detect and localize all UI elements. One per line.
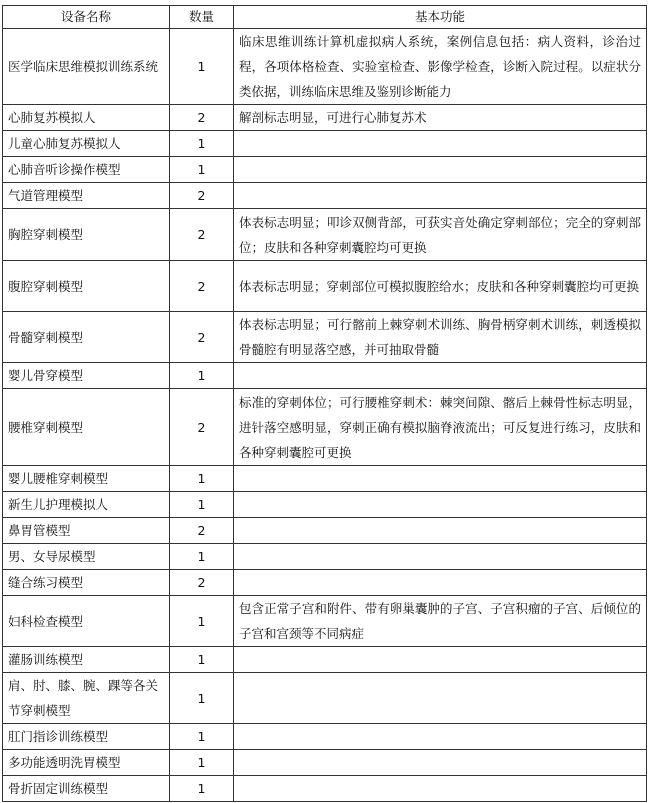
equipment-table [2,5,647,802]
row-name: 肛门指诊训练模型 [3,724,170,750]
table-row [3,544,647,570]
row-func [234,157,647,183]
row-qty: 1 [170,131,234,157]
row-func [234,518,647,544]
table-row [3,673,647,724]
table-row [3,647,647,673]
table-row [3,466,647,492]
table-row [3,29,647,105]
table-row [3,131,647,157]
row-func [234,363,647,389]
row-func: 体表标志明显；可行髂前上棘穿刺术训练、胸骨柄穿刺术训练，刺透模拟骨髓腔有明显落空感，并可抽取骨髓 [234,312,647,363]
row-name: 腰椎穿刺模型 [3,389,170,466]
table-row [3,389,647,466]
table-row [3,518,647,544]
row-func [234,570,647,596]
row-func: 体表标志明显；叩诊双侧背部，可获实音处确定穿刺部位；完全的穿刺部位；皮肤和各种穿刺囊腔均可更换 [234,209,647,261]
row-name: 婴儿腰椎穿刺模型 [3,466,170,492]
row-qty: 1 [170,750,234,776]
table-row [3,261,647,312]
table-row [3,776,647,802]
row-func [234,647,647,673]
row-qty: 2 [170,183,234,209]
row-func: 解剖标志明显，可进行心肺复苏术 [234,105,647,131]
row-qty: 2 [170,389,234,466]
row-name: 鼻胃管模型 [3,518,170,544]
row-qty: 1 [170,647,234,673]
row-name: 胸腔穿刺模型 [3,209,170,261]
row-qty: 1 [170,596,234,647]
row-func: 包含正常子宫和附件、带有卵巢囊肿的子宫、子宫积瘤的子宫、后倾位的子宫和宫颈等不同病症 [234,596,647,647]
table-row [3,209,647,261]
row-name: 骨折固定训练模型 [3,776,170,802]
row-func: 临床思维训练计算机虚拟病人系统，案例信息包括：病人资料，诊治过程，各项体格检查、实验室检查、影像学检查，诊断入院过程。以症状分类依据，训练临床思维及鉴别诊断能力 [234,29,647,105]
header-qty: 数量 [170,6,234,29]
table-row [3,570,647,596]
row-qty: 2 [170,209,234,261]
row-qty: 1 [170,492,234,518]
row-qty: 2 [170,570,234,596]
row-qty: 1 [170,776,234,802]
row-name: 多功能透明洗胃模型 [3,750,170,776]
row-qty: 1 [170,673,234,724]
row-func: 标准的穿刺体位；可行腰椎穿刺术：棘突间隙、髂后上棘骨性标志明显，进针落空感明显，穿刺正确有模拟脑脊液流出；可反复进行练习，皮肤和各种穿刺囊腔可更换 [234,389,647,466]
table-row [3,157,647,183]
row-name: 心肺音听诊操作模型 [3,157,170,183]
row-name: 男、女导尿模型 [3,544,170,570]
table-row [3,724,647,750]
row-name: 心肺复苏模拟人 [3,105,170,131]
header-name: 设备名称 [3,6,170,29]
row-qty: 2 [170,518,234,544]
row-func [234,544,647,570]
row-qty: 1 [170,544,234,570]
row-func: 体表标志明显；穿刺部位可模拟腹腔给水；皮肤和各种穿刺囊腔均可更换 [234,261,647,312]
row-func [234,183,647,209]
row-name: 气道管理模型 [3,183,170,209]
row-qty: 2 [170,312,234,363]
row-qty: 2 [170,105,234,131]
row-name: 灌肠训练模型 [3,647,170,673]
row-name: 妇科检查模型 [3,596,170,647]
table-row [3,105,647,131]
row-name: 医学临床思维模拟训练系统 [3,29,170,105]
row-name: 腹腔穿刺模型 [3,261,170,312]
row-name: 婴儿骨穿模型 [3,363,170,389]
row-qty: 1 [170,363,234,389]
table-body [3,29,647,802]
row-func [234,673,647,724]
row-qty: 1 [170,29,234,105]
row-func [234,750,647,776]
table-row [3,750,647,776]
table-row [3,312,647,363]
table-row [3,492,647,518]
row-name: 骨髓穿刺模型 [3,312,170,363]
header-func: 基本功能 [234,6,647,29]
row-func [234,492,647,518]
header-row [3,6,647,29]
row-name: 新生儿护理模拟人 [3,492,170,518]
row-name: 缝合练习模型 [3,570,170,596]
row-qty: 2 [170,261,234,312]
table-row [3,183,647,209]
row-func [234,466,647,492]
row-qty: 1 [170,724,234,750]
table-row [3,363,647,389]
row-func [234,131,647,157]
row-func [234,724,647,750]
row-qty: 1 [170,157,234,183]
table-row [3,596,647,647]
row-func [234,776,647,802]
row-name: 肩、肘、膝、腕、踝等各关节穿刺模型 [3,673,170,724]
row-qty: 1 [170,466,234,492]
row-name: 儿童心肺复苏模拟人 [3,131,170,157]
